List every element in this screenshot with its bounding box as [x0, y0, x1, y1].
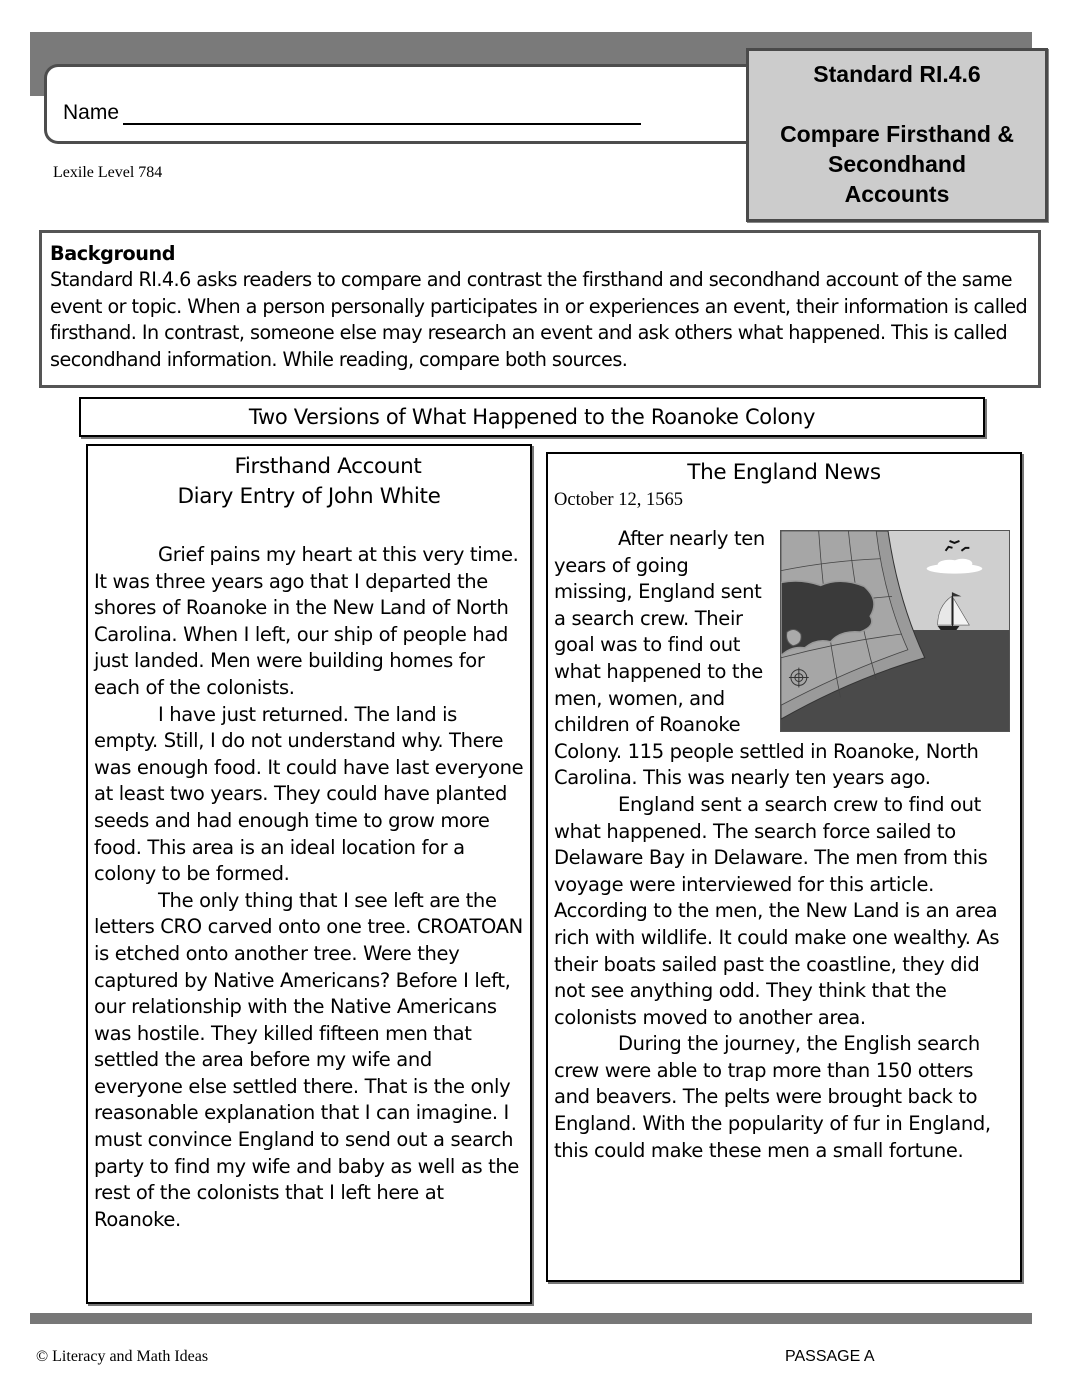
firsthand-paragraph: I have just returned. The land is empty. Still, I do not understand why. There was enough food. It could have last everyone at least two years. They could have planted seeds and had enough time to grow more food. This area is an ideal location for a colony to be formed.: [94, 702, 524, 886]
standard-box: [746, 48, 1048, 222]
secondhand-account-box: [546, 452, 1022, 1282]
secondhand-paragraph: After nearly ten years of going missing, England sent a search crew. Their goal was to find out what happened to the men, women, and children of Roanoke Colony. 115 people settled in Roanoke, North Carolina. This was nearly ten years ago.: [554, 527, 979, 790]
secondhand-paragraph: During the journey, the English search crew were able to trap more than 150 otters and beavers. The pelts were brought back to England. With the popularity of fur in England, this could make these men a small fortune.: [554, 1032, 991, 1162]
map-sailboat-illustration-icon: [780, 530, 1010, 732]
background-box: [39, 230, 1041, 388]
name-field-box: [44, 64, 764, 144]
secondhand-body: [554, 526, 1014, 1164]
standard-code: Standard RI.4.6: [813, 61, 981, 87]
copyright-notice: © Literacy and Math Ideas: [36, 1348, 209, 1365]
lexile-level: Lexile Level 784: [53, 164, 163, 181]
footer-band: [30, 1313, 1032, 1324]
passage-title: Two Versions of What Happened to the Roanoke Colony: [79, 397, 985, 437]
name-label: Name: [63, 101, 120, 124]
firsthand-subheading: Diary Entry of John White: [177, 484, 441, 509]
name-input-line[interactable]: [123, 123, 641, 125]
standard-title: [749, 119, 1045, 209]
standard-title-line: Compare Firsthand &: [780, 121, 1014, 147]
background-text: Standard RI.4.6 asks readers to compare and contrast the firsthand and secondhand account of the same event or topic. When a person personally participates in or experiences an event, their information is called firsthand. In contrast, someone else may research an event and ask others what happened. This is called secondhand information. While reading, compare both sources.: [50, 268, 1028, 371]
firsthand-heading: Firsthand Account: [234, 454, 422, 479]
firsthand-body: [94, 542, 524, 1233]
firsthand-paragraph: Grief pains my heart at this very time. It was three years ago that I departed the shores of Roanoke in the New Land of North Carolina. When I left, our ship of people had just landed. Men were building homes for each of the colonists.: [94, 543, 519, 699]
firsthand-paragraph: The only thing that I see left are the letters CRO carved onto one tree. CROATOAN is etched onto another tree. Were they captured by Native Americans? Before I left, our relationship with the Native Americans was hostile. They killed fifteen men that settled the area before my wife and everyone else settled there. That is the only reasonable explanation that I can imagine. I must convince England to send out a search party to find my wife and baby as well as the rest of the colonists that I left here at Roanoke.: [94, 888, 523, 1231]
standard-title-line: Secondhand: [827, 151, 966, 177]
secondhand-paragraph: England sent a search crew to find out what happened. The search force sailed to Delaware Bay in Delaware. The men from this voyage were interviewed for this article. According to the men, the New Land is an area rich with wildlife. It could make one wealthy. As their boats sailed past the coastline, they did not see anything odd. They think that the colonists moved to another area.: [554, 792, 1000, 1029]
background-heading: Background: [50, 242, 176, 265]
firsthand-account-box: [86, 444, 532, 1304]
standard-title-line: Accounts: [844, 181, 950, 207]
passage-label: PASSAGE A: [785, 1348, 875, 1365]
article-date: October 12, 1565: [554, 490, 683, 510]
newspaper-heading: The England News: [687, 460, 881, 485]
